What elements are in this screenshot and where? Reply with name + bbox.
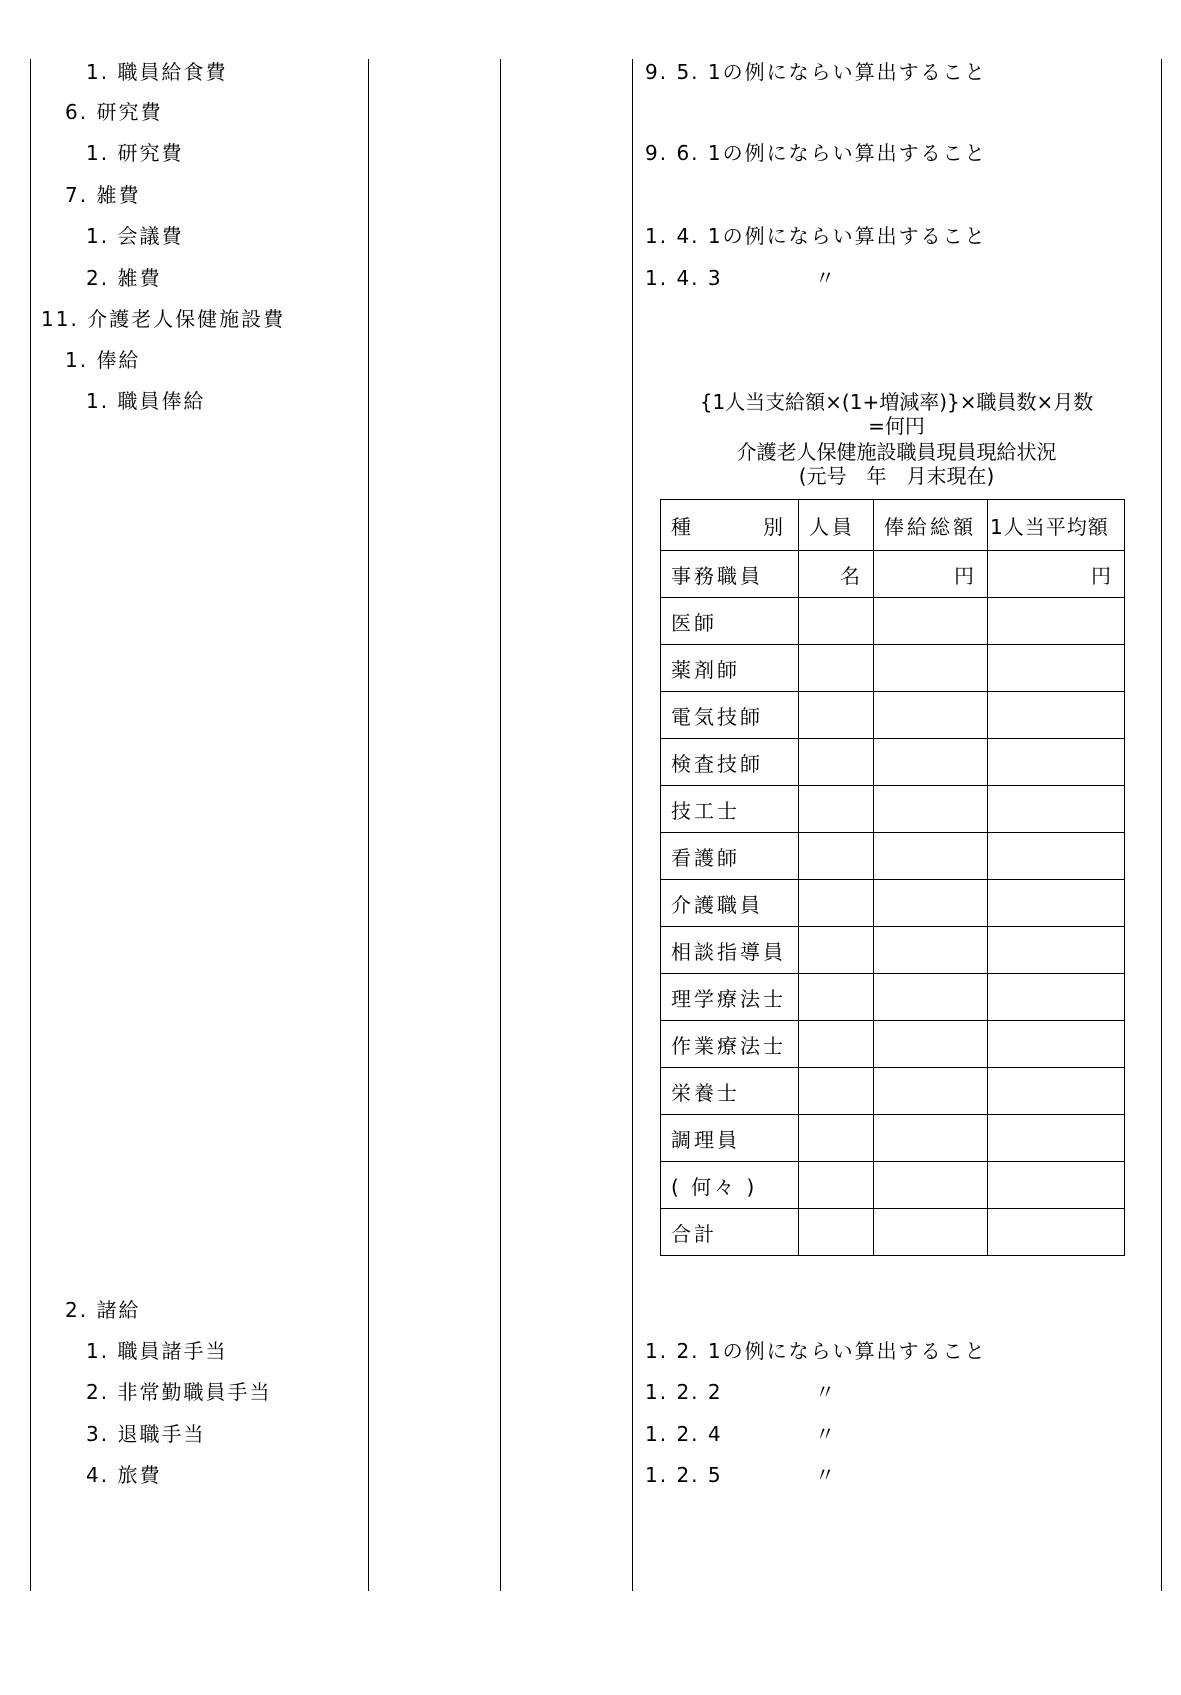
column-divider — [1161, 59, 1162, 1591]
budget-item: 1. 研究費 — [86, 141, 184, 165]
empty-cell — [874, 598, 988, 645]
header-people: 人員 — [799, 500, 874, 551]
table-row — [661, 786, 1125, 833]
empty-cell — [799, 645, 874, 692]
empty-cell — [988, 880, 1125, 927]
table-row — [661, 880, 1125, 927]
unit-people: 名 — [799, 551, 874, 598]
empty-cell — [874, 880, 988, 927]
unit-avg: 円 — [988, 551, 1125, 598]
empty-cell — [988, 786, 1125, 833]
column-divider — [500, 59, 501, 1591]
empty-cell — [799, 1068, 874, 1115]
budget-item: 2. 諸給 — [65, 1298, 141, 1322]
table-row — [661, 739, 1125, 786]
empty-cell — [988, 1068, 1125, 1115]
row-label: 栄養士 — [661, 1068, 799, 1115]
empty-cell — [874, 927, 988, 974]
note-reference: 1. 4. 1の例にならい算出すること — [645, 224, 987, 248]
table-row — [661, 692, 1125, 739]
note-reference: 1. 4. 3 — [645, 266, 723, 290]
empty-cell — [874, 739, 988, 786]
ditto-mark: 〃 — [815, 1380, 837, 1404]
empty-cell — [799, 974, 874, 1021]
table-row — [661, 1162, 1125, 1209]
budget-item: 3. 退職手当 — [86, 1422, 206, 1446]
table-row — [661, 645, 1125, 692]
row-label: ( 何々 ) — [661, 1162, 799, 1209]
empty-cell — [799, 833, 874, 880]
header-category: 種 別 — [661, 500, 799, 551]
row-label: 調理員 — [661, 1115, 799, 1162]
column-divider — [30, 59, 31, 1591]
budget-item: 7. 雑費 — [65, 183, 141, 207]
empty-cell — [874, 1115, 988, 1162]
empty-cell — [874, 974, 988, 1021]
empty-cell — [988, 1021, 1125, 1068]
empty-cell — [874, 1209, 988, 1256]
empty-cell — [799, 880, 874, 927]
row-label: 医師 — [661, 598, 799, 645]
empty-cell — [799, 1021, 874, 1068]
row-label: 介護職員 — [661, 880, 799, 927]
budget-item: 1. 職員俸給 — [86, 389, 206, 413]
table-row — [661, 1068, 1125, 1115]
empty-cell — [874, 1162, 988, 1209]
empty-cell — [874, 645, 988, 692]
note-reference: 1. 2. 5 — [645, 1463, 723, 1487]
unit-total: 円 — [874, 551, 988, 598]
empty-cell — [988, 692, 1125, 739]
ditto-mark: 〃 — [815, 1422, 837, 1446]
table-header-row — [661, 500, 1125, 551]
empty-cell — [988, 1162, 1125, 1209]
table-row — [661, 833, 1125, 880]
note-reference: 9. 5. 1の例にならい算出すること — [645, 60, 987, 84]
budget-item: 11. 介護老人保健施設費 — [41, 307, 286, 331]
header-average: 1人当平均額 — [988, 500, 1125, 551]
empty-cell — [799, 598, 874, 645]
empty-cell — [874, 1068, 988, 1115]
empty-cell — [799, 692, 874, 739]
empty-cell — [988, 1209, 1125, 1256]
ditto-mark: 〃 — [815, 1463, 837, 1487]
note-reference: 9. 6. 1の例にならい算出すること — [645, 141, 987, 165]
table-row — [661, 598, 1125, 645]
table-row — [661, 927, 1125, 974]
budget-item: 1. 会議費 — [86, 224, 184, 248]
header-total-salary: 俸給総額 — [874, 500, 988, 551]
row-label: 合計 — [661, 1209, 799, 1256]
ditto-mark: 〃 — [815, 266, 837, 290]
table-title: 介護老人保健施設職員現員現給状況 — [736, 440, 1057, 464]
empty-cell — [799, 786, 874, 833]
empty-cell — [799, 927, 874, 974]
row-label: 理学療法士 — [661, 974, 799, 1021]
row-label: 電気技師 — [661, 692, 799, 739]
budget-item: 1. 職員諸手当 — [86, 1339, 228, 1363]
table-row — [661, 1115, 1125, 1162]
table-row — [661, 1021, 1125, 1068]
staff-salary-table — [660, 499, 1125, 1256]
empty-cell — [874, 692, 988, 739]
table-subtitle: (元号 年 月末現在) — [798, 464, 995, 488]
empty-cell — [799, 1162, 874, 1209]
budget-item: 4. 旅費 — [86, 1463, 162, 1487]
empty-cell — [874, 786, 988, 833]
empty-cell — [799, 739, 874, 786]
row-label: 技工士 — [661, 786, 799, 833]
empty-cell — [988, 927, 1125, 974]
column-divider — [368, 59, 369, 1591]
row-label: 相談指導員 — [661, 927, 799, 974]
row-label: 看護師 — [661, 833, 799, 880]
empty-cell — [874, 833, 988, 880]
empty-cell — [799, 1115, 874, 1162]
empty-cell — [988, 833, 1125, 880]
note-reference: 1. 2. 1の例にならい算出すること — [645, 1339, 987, 1363]
table-row — [661, 974, 1125, 1021]
empty-cell — [799, 1209, 874, 1256]
budget-item: 2. 雑費 — [86, 266, 162, 290]
empty-cell — [988, 645, 1125, 692]
budget-item: 1. 職員給食費 — [86, 60, 228, 84]
row-label: 検査技師 — [661, 739, 799, 786]
table-row — [661, 1209, 1125, 1256]
budget-item: 2. 非常勤職員手当 — [86, 1380, 272, 1404]
formula-line-1: {1人当支給額×(1+増減率)}×職員数×月数 — [699, 390, 1094, 414]
budget-item: 6. 研究費 — [65, 100, 163, 124]
note-reference: 1. 2. 4 — [645, 1422, 723, 1446]
budget-item: 1. 俸給 — [65, 348, 141, 372]
empty-cell — [988, 974, 1125, 1021]
empty-cell — [874, 1021, 988, 1068]
row-label: 薬剤師 — [661, 645, 799, 692]
column-divider — [632, 59, 633, 1591]
empty-cell — [988, 598, 1125, 645]
table-row — [661, 551, 1125, 598]
note-reference: 1. 2. 2 — [645, 1380, 723, 1404]
formula-line-2: =何円 — [868, 414, 925, 438]
row-label: 作業療法士 — [661, 1021, 799, 1068]
empty-cell — [988, 1115, 1125, 1162]
row-label: 事務職員 — [661, 551, 799, 598]
empty-cell — [988, 739, 1125, 786]
